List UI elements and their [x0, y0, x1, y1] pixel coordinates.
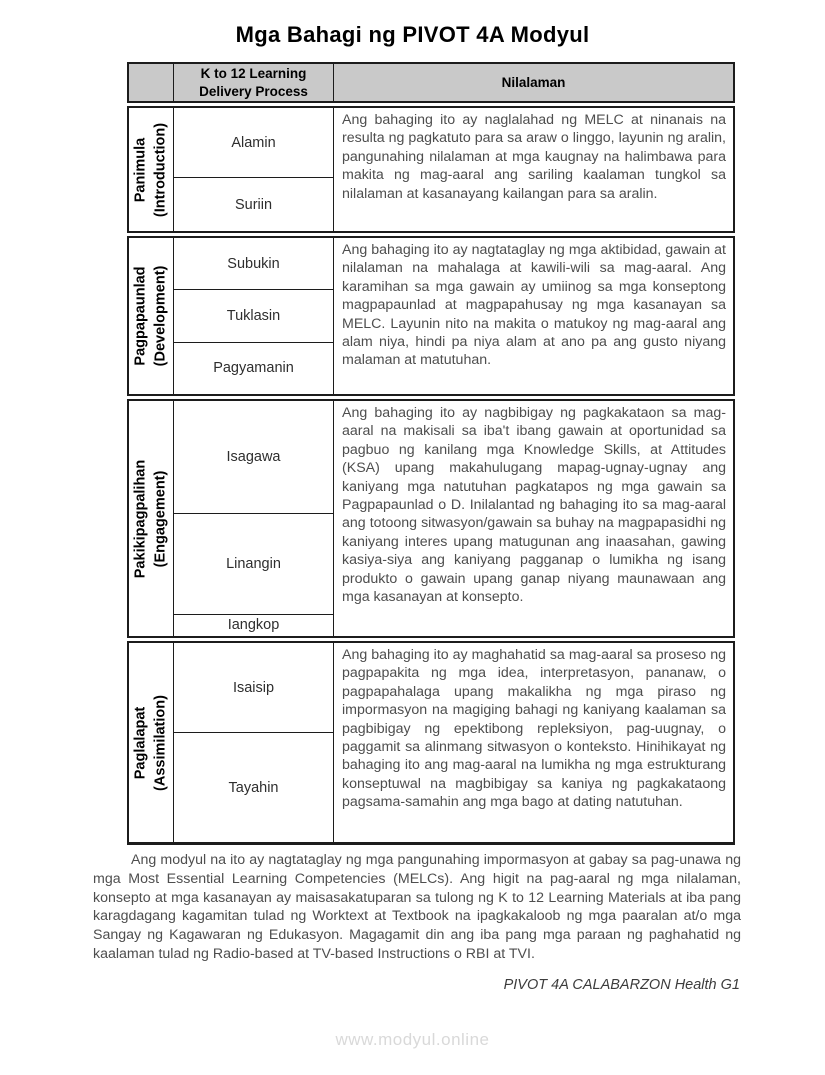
step-label: Suriin — [234, 196, 273, 213]
phase-label — [131, 459, 172, 577]
step-label: Pagyamanin — [213, 360, 294, 377]
phase-name-english: (Development) — [153, 265, 169, 367]
content-cell: Ang bahaging ito ay maghahatid sa mag-aaral sa proseso ng pagpapakita ng mga idea, interpretasyon, pananaw, o pagpapahalaga upang makalikha ng mga piraso ng impormasyon na magiging bahagi ng kaniyang kaalaman sa pagbibigay ng epektibong repleksiyon, pag-uugnay, o paggamit sa alinmang sitwasyon o konteksto. Hinihikayat ng bahaging ito ang mag-aaral na lumikha ng mga estrukturang konseptuwal na magbibigay sa kaniya ng pagkakataong pagsama-samahin ang mga bago at dating natutuhan. — [342, 647, 726, 811]
header-process-cell: K to 12 Learning Delivery Process — [174, 64, 334, 101]
phase-cell-introduction — [129, 108, 174, 231]
phase-cell-engagement — [129, 401, 174, 636]
phase-label — [131, 122, 172, 216]
step-cell — [174, 643, 333, 733]
phase-name: Pagpapaunlad — [132, 266, 149, 366]
body-paragraph: Ang modyul na ito ay nagtataglay ng mga pangunahing impormasyon at gabay sa pag-unawa ng mga Most Essential Learning Competencies (MELCs). Ang higit na pag-aaral ng mga nilalaman, konsepto at mga kasanayan ay maisasakatuparan sa tulong ng K to 12 Learning Materials at iba pang karagdagang kagamitan tulad ng Worktext at Textbook na ipagkakaloob ng mga paaralan at/o mga Sangay ng Kagawaran ng Edukasyon. Magagamit din ang iba pang mga paraan ng paghahatid ng kaalaman tulad ng Radio-based at TV-based Instructions o RBI at TVI. — [93, 852, 741, 962]
page-title: Mga Bahagi ng PIVOT 4A Modyul — [235, 22, 590, 47]
phase-cell-assimilation — [129, 643, 174, 842]
step-cell — [174, 178, 333, 231]
content-cell: Ang bahaging ito ay nagbibigay ng pagkakataon sa mag-aaral na makisali sa iba't ibang gawain at oportunidad sa pagbuo ng kanilang mga Knowledge Skills, at Attitudes (KSA) upang makahulugang mapag-ugnay-ugnay ang kaniyang mga natutuhan pagkatapos ng mga gawain sa Pagpapaunlad o D. Inilalantad ng bahaging ito sa mag-aaral ang totoong sitwasyon/gawain sa buhay na magpapasidhi ng kaniyang interes upang matugunan ang inaasahan, gawing kasiya-siya ang kaniyang pagganap o lumikha ng isang produkto o gawain upang ganap niyang maunawaan ang mga kasanayan at konsepto. — [342, 405, 726, 606]
watermark-url: www.modyul.online — [335, 1030, 490, 1049]
phase-name: Pakikipagpalihan — [132, 459, 149, 578]
header-nilalaman-cell: Nilalaman — [501, 75, 566, 90]
header-corner-cell — [129, 64, 174, 101]
step-cell — [174, 733, 333, 842]
step-cell — [174, 238, 333, 290]
footer-credit: PIVOT 4A CALABARZON Health G1 — [503, 977, 740, 993]
step-cell — [174, 401, 333, 514]
step-cell — [174, 343, 333, 394]
step-cell — [174, 290, 333, 343]
step-label: Iangkop — [227, 617, 280, 634]
phase-name-english: (Engagement) — [153, 470, 169, 567]
phase-name: Paglalapat — [132, 706, 149, 779]
steps-column — [174, 108, 334, 231]
steps-column — [174, 238, 334, 394]
section-development — [127, 236, 735, 396]
step-label: Tuklasin — [226, 308, 281, 324]
step-cell — [174, 615, 333, 636]
step-label: Isaisip — [232, 679, 275, 696]
pivot-parts-table — [127, 62, 735, 848]
phase-name-english: (Introduction) — [153, 122, 169, 217]
step-label: Isagawa — [226, 449, 281, 466]
phase-name: Panimula — [132, 137, 149, 202]
section-engagement — [127, 399, 735, 638]
step-label: Tayahin — [228, 779, 279, 796]
step-label: Alamin — [231, 134, 276, 151]
table-header-row — [127, 62, 735, 103]
step-cell — [174, 108, 333, 178]
content-cell: Ang bahaging ito ay nagtataglay ng mga aktibidad, gawain at nilalaman na mahalaga at kawili-wili sa mag-aaral. Ang karamihan sa mga gawain ay umiinog sa mga konseptong magpapaunlad at magpapahusay ng mga kasanayan sa MELC. Layunin nito na makita o matukoy ng mag-aaral ang alam niya, hindi pa niya alam at ano pa ang gusto niyang malaman at matutuhan. — [342, 242, 726, 369]
steps-column — [174, 401, 334, 636]
section-assimilation — [127, 641, 735, 845]
content-cell: Ang bahaging ito ay naglalahad ng MELC at ninanais na resulta ng pagkatuto para sa araw o linggo, layunin ng aralin, pangunahing nilalaman at mga kaugnay na halimbawa para makita ng mag-aaral ang sariling kaalaman tungkol sa nilalaman at kasanayang kailangan para sa aralin. — [342, 112, 726, 202]
step-label: Subukin — [227, 255, 280, 272]
step-label: Linangin — [226, 555, 281, 572]
section-introduction — [127, 106, 735, 233]
phase-cell-development — [129, 238, 174, 394]
step-cell — [174, 514, 333, 614]
phase-label — [131, 695, 172, 791]
steps-column — [174, 643, 334, 842]
phase-name-english: (Assimilation) — [153, 694, 169, 791]
phase-label — [131, 266, 172, 367]
